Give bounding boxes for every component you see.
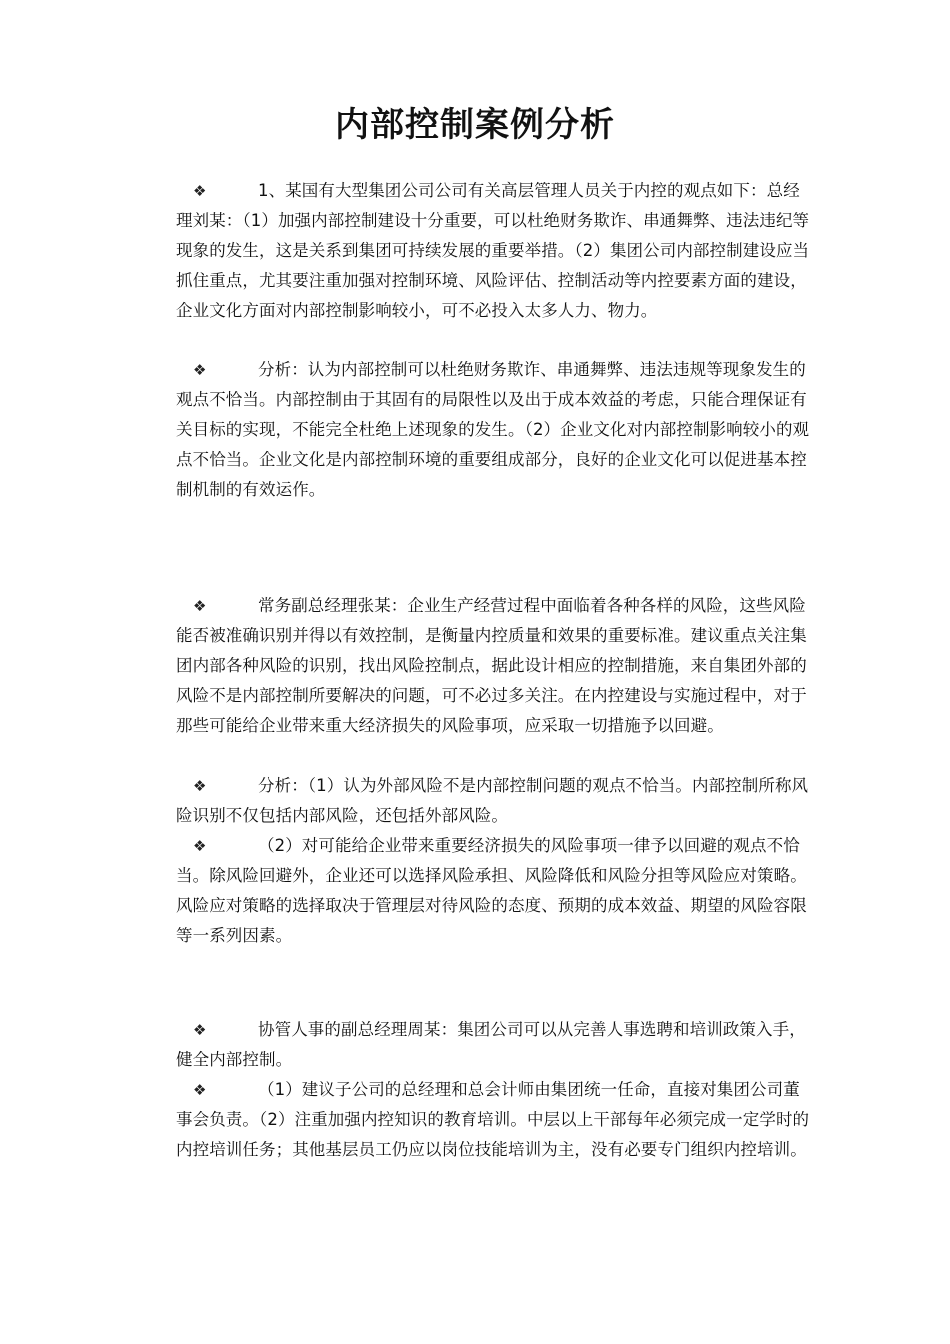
diamond-bullet-icon: ❖ xyxy=(193,1081,207,1099)
diamond-bullet-icon: ❖ xyxy=(193,597,207,615)
diamond-bullet-icon: ❖ xyxy=(193,182,207,200)
paragraph-text: 分析：（1）认为外部风险不是内部控制问题的观点不恰当。内部控制所称风险识别不仅包括内部风险，还包括外部风险。 xyxy=(176,776,809,825)
diamond-bullet-icon: ❖ xyxy=(193,777,207,795)
page-title: 内部控制案例分析 xyxy=(335,105,615,145)
paragraph-text: 常务副总经理张某：企业生产经营过程中面临着各种各样的风险，这些风险能否被准确识别并得以有效控制，是衡量内控质量和效果的重要标准。建议重点关注集团内部各种风险的识别，找出风险控制点，据此设计相应的控制措施，来自集团外部的风险不是内部控制所要解决的问题，可不必过多关注。在内控建设与实施过程中，对于那些可能给企业带来重大经济损失的风险事项，应采取一切措施予以回避。 xyxy=(176,596,807,735)
diamond-bullet-icon: ❖ xyxy=(193,1021,207,1039)
paragraph-executive-vp-view xyxy=(176,591,810,741)
paragraph-analysis-1 xyxy=(176,355,810,505)
paragraph-text: （2）对可能给企业带来重要经济损失的风险事项一律予以回避的观点不恰当。除风险回避外，企业还可以选择风险承担、风险降低和风险分担等风险应对策略。风险应对策略的选择取决于管理层对待风险的态度、预期的成本效益、期望的风险容限等一系列因素。 xyxy=(176,836,807,945)
paragraph-general-manager-view xyxy=(176,176,810,326)
paragraph-hr-vp-view xyxy=(176,1015,810,1075)
paragraph-analysis-2-part-2 xyxy=(176,831,810,951)
diamond-bullet-icon: ❖ xyxy=(193,361,207,379)
paragraph-analysis-2 xyxy=(176,771,810,831)
diamond-bullet-icon: ❖ xyxy=(193,837,207,855)
paragraph-hr-vp-proposals xyxy=(176,1075,810,1165)
paragraph-text: 1、某国有大型集团公司公司有关高层管理人员关于内控的观点如下：总经理刘某：（1）加强内部控制建设十分重要，可以杜绝财务欺诈、串通舞弊、违法违纪等现象的发生，这是关系到集团可持续发展的重要举措。（2）集团公司内部控制建设应当抓住重点，尤其要注重加强对控制环境、风险评估、控制活动等内控要素方面的建设，企业文化方面对内部控制影响较小，可不必投入太多人力、物力。 xyxy=(176,181,810,320)
paragraph-text: 分析：认为内部控制可以杜绝财务欺诈、串通舞弊、违法违规等现象发生的观点不恰当。内部控制由于其固有的局限性以及出于成本效益的考虑，只能合理保证有关目标的实现，不能完全杜绝上述现象的发生。（2）企业文化对内部控制影响较小的观点不恰当。企业文化是内部控制环境的重要组成部分，良好的企业文化可以促进基本控制机制的有效运作。 xyxy=(176,360,810,499)
paragraph-text: 协管人事的副总经理周某：集团公司可以从完善人事选聘和培训政策入手，健全内部控制。 xyxy=(176,1020,806,1069)
paragraph-text: （1）建议子公司的总经理和总会计师由集团统一任命，直接对集团公司董事会负责。（2）注重加强内控知识的教育培训。中层以上干部每年必须完成一定学时的内控培训任务；其他基层员工仍应以岗位技能培训为主，没有必要专门组织内控培训。 xyxy=(176,1080,810,1159)
